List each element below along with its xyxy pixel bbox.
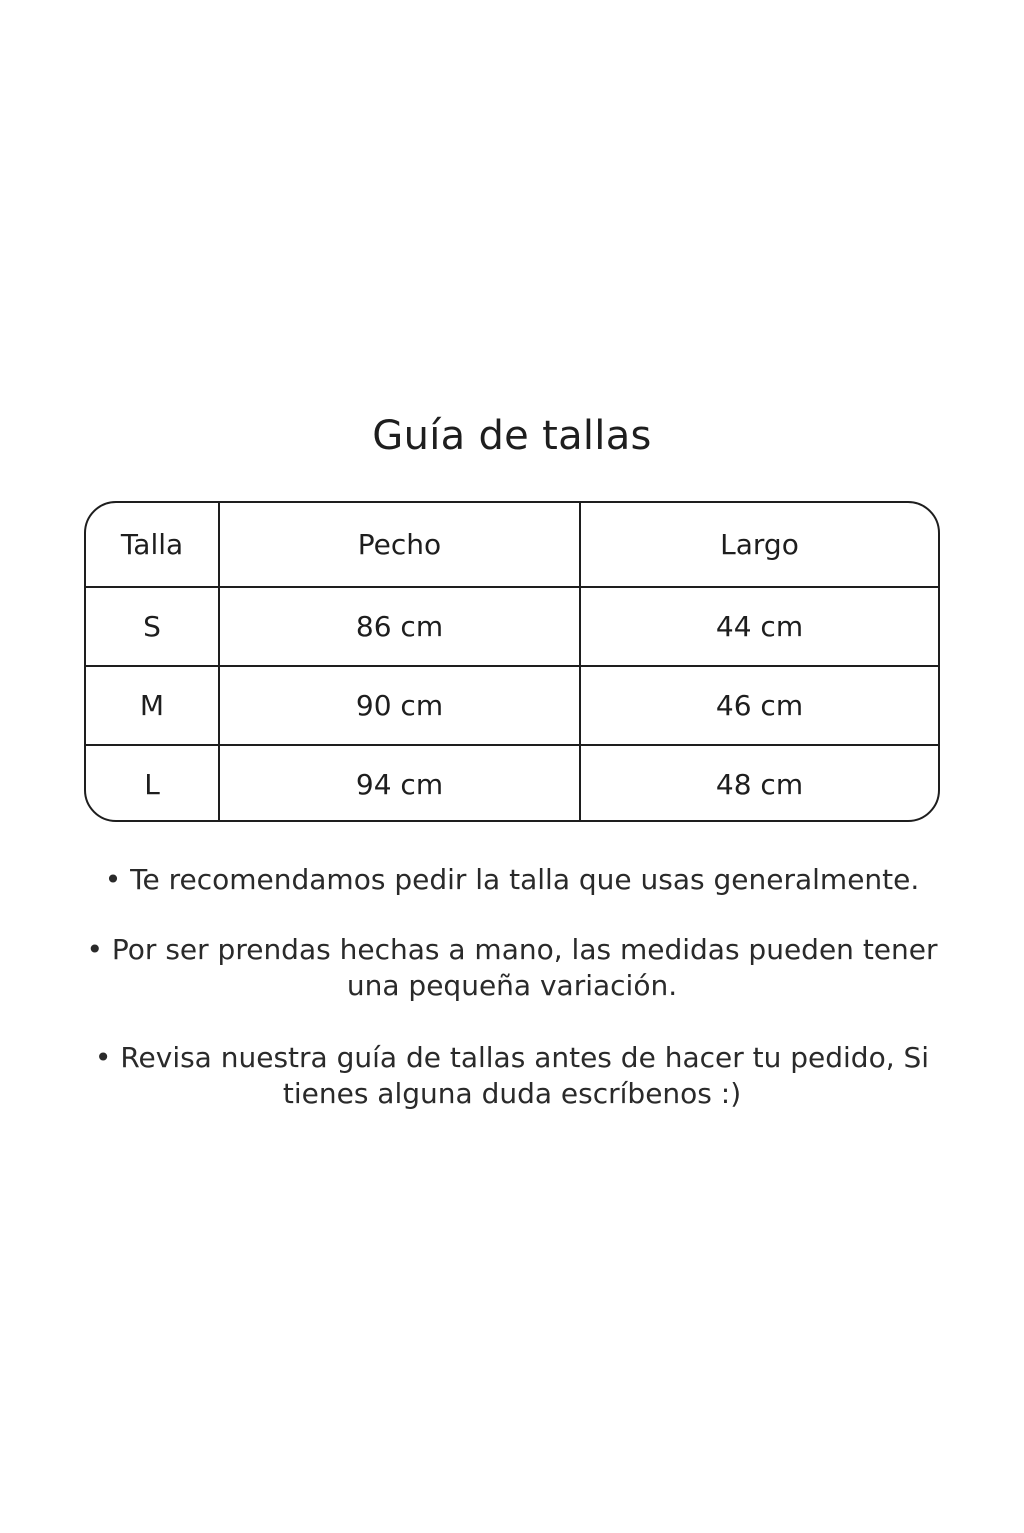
note-text: • Por ser prendas hechas a mano, las medidas pueden tener una pequeña variación. [86,933,938,1002]
chest-cell: 90 cm [220,667,581,744]
header-talla: Talla [86,503,220,586]
length-cell: 46 cm [715,689,804,722]
table-row [86,665,938,744]
size-cell: L [86,746,220,822]
note-text: • Te recomendamos pedir la talla que usas generalmente. [104,863,920,896]
note-recommendation [60,862,964,898]
table-row [86,744,938,822]
header-pecho: Pecho [220,503,581,586]
size-cell: M [86,667,220,744]
note-text: • Revisa nuestra guía de tallas antes de hacer tu pedido, Si tienes alguna duda escríbenos :) [94,1041,930,1110]
length-cell: 48 cm [715,767,804,801]
note-handmade [60,932,964,1004]
page-title: Guía de tallas [372,413,652,459]
table-header-row [86,503,938,586]
size-cell: S [86,588,220,665]
header-largo: Largo [720,528,799,561]
table-row [86,586,938,665]
note-review-guide [60,1040,964,1112]
length-cell: 44 cm [715,610,804,643]
chest-cell: 94 cm [220,746,581,822]
chest-cell: 86 cm [220,588,581,665]
size-table [84,501,940,822]
